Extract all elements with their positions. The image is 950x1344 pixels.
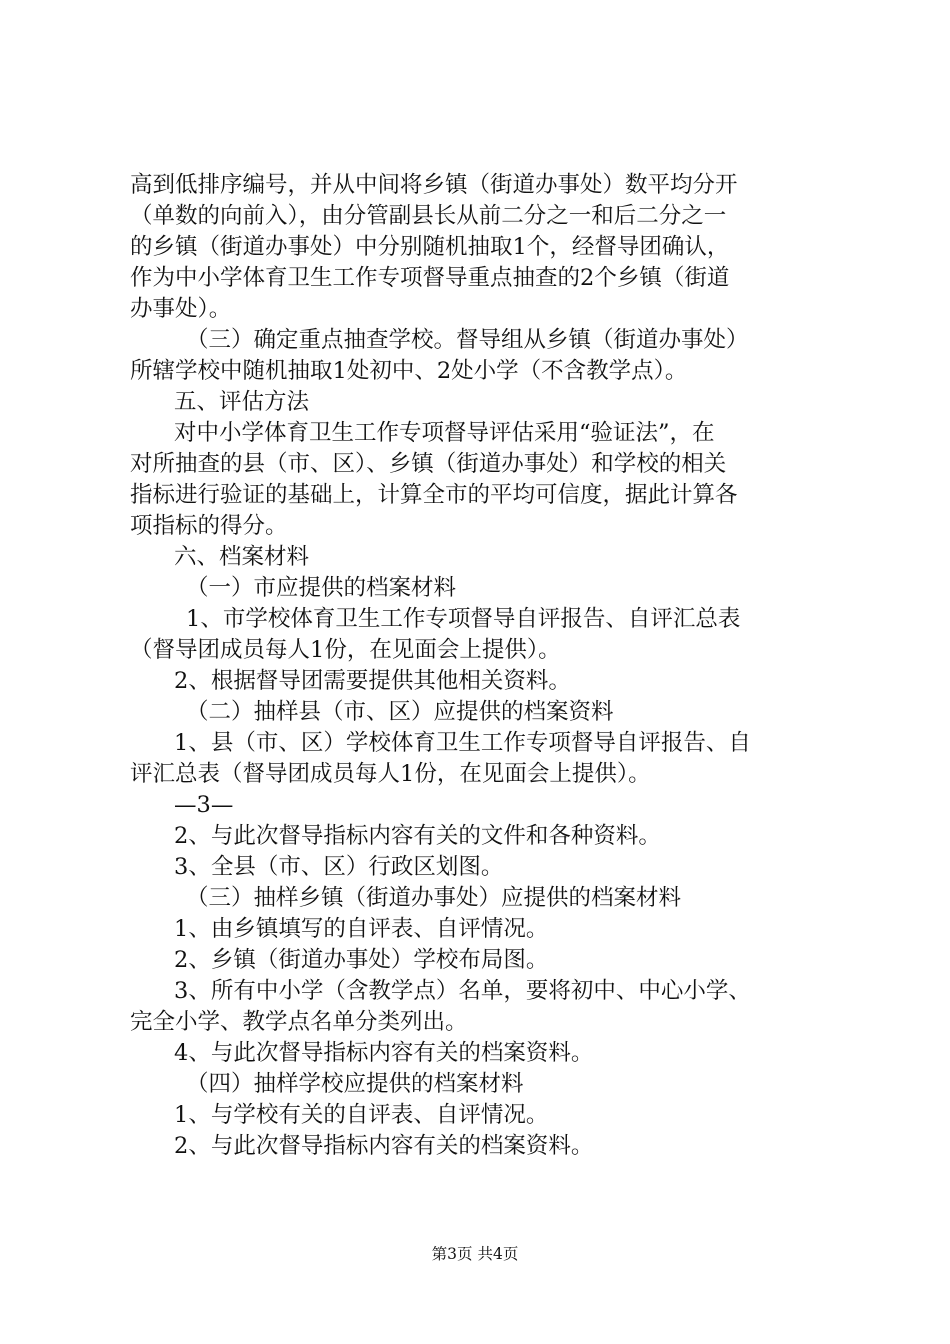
body-line: （三）抽样乡镇（街道办事处）应提供的档案材料 bbox=[186, 885, 682, 911]
body-line: 3、全县（市、区）行政区划图。 bbox=[174, 854, 504, 880]
body-line: 1、县（市、区）学校体育卫生工作专项督导自评报告、自 bbox=[174, 730, 751, 756]
body-line: 2、乡镇（街道办事处）学校布局图。 bbox=[174, 947, 549, 973]
body-line: 项指标的得分。 bbox=[130, 513, 288, 539]
body-line: 4、与此次督导指标内容有关的档案资料。 bbox=[174, 1040, 594, 1066]
body-line: （四）抽样学校应提供的档案材料 bbox=[186, 1071, 524, 1097]
body-line: 高到低排序编号，并从中间将乡镇（街道办事处）数平均分开 bbox=[130, 172, 738, 198]
body-line: 1、市学校体育卫生工作专项督导自评报告、自评汇总表 bbox=[186, 606, 741, 632]
body-line: 对中小学体育卫生工作专项督导评估采用“验证法”，在 bbox=[174, 420, 715, 446]
body-line: —3— bbox=[174, 792, 234, 818]
body-line: （二）抽样县（市、区）应提供的档案资料 bbox=[186, 699, 614, 725]
body-line: 的乡镇（街道办事处）中分别随机抽取1个，经督导团确认， bbox=[130, 234, 730, 260]
body-line: （三）确定重点抽查学校。督导组从乡镇（街道办事处） bbox=[186, 327, 749, 353]
body-line: 2、根据督导团需要提供其他相关资料。 bbox=[174, 668, 571, 694]
body-line: 所辖学校中随机抽取1处初中、2处小学（不含教学点）。 bbox=[130, 358, 688, 384]
body-line: 六、档案材料 bbox=[174, 544, 310, 570]
page-footer: 第3页 共4页 bbox=[431, 1245, 519, 1263]
body-line: 完全小学、教学点名单分类列出。 bbox=[130, 1009, 468, 1035]
body-line: （督导团成员每人1份，在见面会上提供）。 bbox=[130, 637, 561, 663]
body-line: 作为中小学体育卫生工作专项督导重点抽查的2个乡镇（街道 bbox=[130, 265, 730, 291]
body-line: 2、与此次督导指标内容有关的档案资料。 bbox=[174, 1133, 594, 1159]
body-line: （一）市应提供的档案材料 bbox=[186, 575, 457, 601]
body-line: 3、所有中小学（含教学点）名单，要将初中、中心小学、 bbox=[174, 978, 751, 1004]
body-line: 指标进行验证的基础上，计算全市的平均可信度，据此计算各 bbox=[130, 482, 738, 508]
body-line: 对所抽查的县（市、区）、乡镇（街道办事处）和学校的相关 bbox=[130, 451, 727, 477]
body-line: （单数的向前入），由分管副县长从前二分之一和后二分之一 bbox=[130, 203, 727, 229]
body-line: 评汇总表（督导团成员每人1份，在见面会上提供）。 bbox=[130, 761, 651, 787]
body-line: 办事处）。 bbox=[130, 296, 232, 322]
body-line: 五、评估方法 bbox=[174, 389, 310, 415]
body-line: 1、由乡镇填写的自评表、自评情况。 bbox=[174, 916, 549, 942]
body-line: 2、与此次督导指标内容有关的文件和各种资料。 bbox=[174, 823, 661, 849]
document-body bbox=[130, 170, 830, 1162]
body-line: 1、与学校有关的自评表、自评情况。 bbox=[174, 1102, 549, 1128]
